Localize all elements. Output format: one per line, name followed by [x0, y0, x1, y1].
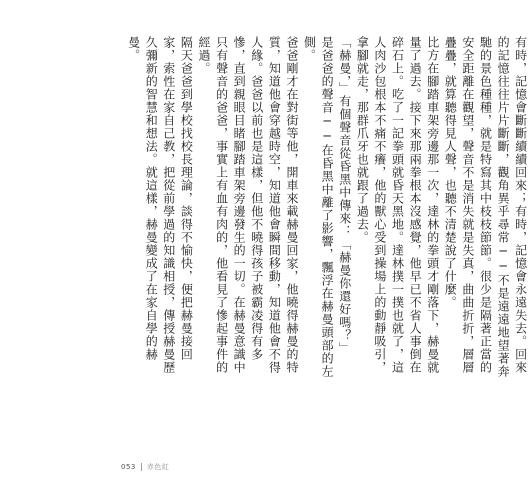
paragraph: 有時，記憶會斷斷續續回來；有時，記憶會永遠失去。回來的記憶往往片片斷斷，觀角異乎尋常──不是遠遠地望著奔馳的景色種種，就是特寫其中枝枝節節。很少是隔著正當的安全距離在觀望，聲音不是消失就是失真，曲曲折折，層層疊疊，就算聽得見人聲，也聽不清楚說了什麼。: [443, 36, 528, 378]
footer-divider: [141, 463, 142, 471]
running-title: 赤色紅: [146, 463, 170, 471]
paragraph: 是爸爸的聲音──在昏黑中離了影響，飄浮在赫曼頭部的左側。: [302, 36, 335, 378]
vertical-text-column-flow: [124, 36, 529, 386]
page-footer: [121, 462, 169, 472]
paragraph: 隔天爸爸到學校找校長理論，談得不愉快，便把赫曼接回家，索性在家自己教，把從前學過的知識相授，傳授赫曼歷久彌新的智慧和想法。就這樣，赫曼變成了在家自學的赫曼。: [126, 36, 194, 374]
paragraph: 爸爸剛才在對街等他，開車來載赫曼回家，他曉得赫曼的特質，知道他會穿越時空，知道他會瞬間移動，知道他會不得人緣。爸爸以前也是這樣，但他不曉得孩子被霸凌得有多慘，直到親眼目睹腳踏車架旁邊發生的一切。在赫曼意識中只有聲音的爸爸，事實上有血有肉的，他看見了慘起事件的經過。: [196, 36, 299, 374]
paragraph: 比方在腳踏車架旁邊那一次，達林的拳頭才剛落下，赫曼就量了過去。接下來那兩拳根本沒感覺，他早已不省人事倒在碎石上。吃了一記拳頭就昏天黑地。達林撲一撲也就了，這人肉沙包根本不痛不癢，他的獸心受到操場上的動靜吸引，拿腳就走，那群爪牙也就跟了過去。: [355, 36, 440, 374]
body-text-block: [124, 36, 528, 386]
paragraph: 「赫曼，」有個聲音從昏黑中傳來：「赫曼你還好嗎？」: [337, 36, 352, 355]
page-number: 053: [121, 463, 136, 471]
